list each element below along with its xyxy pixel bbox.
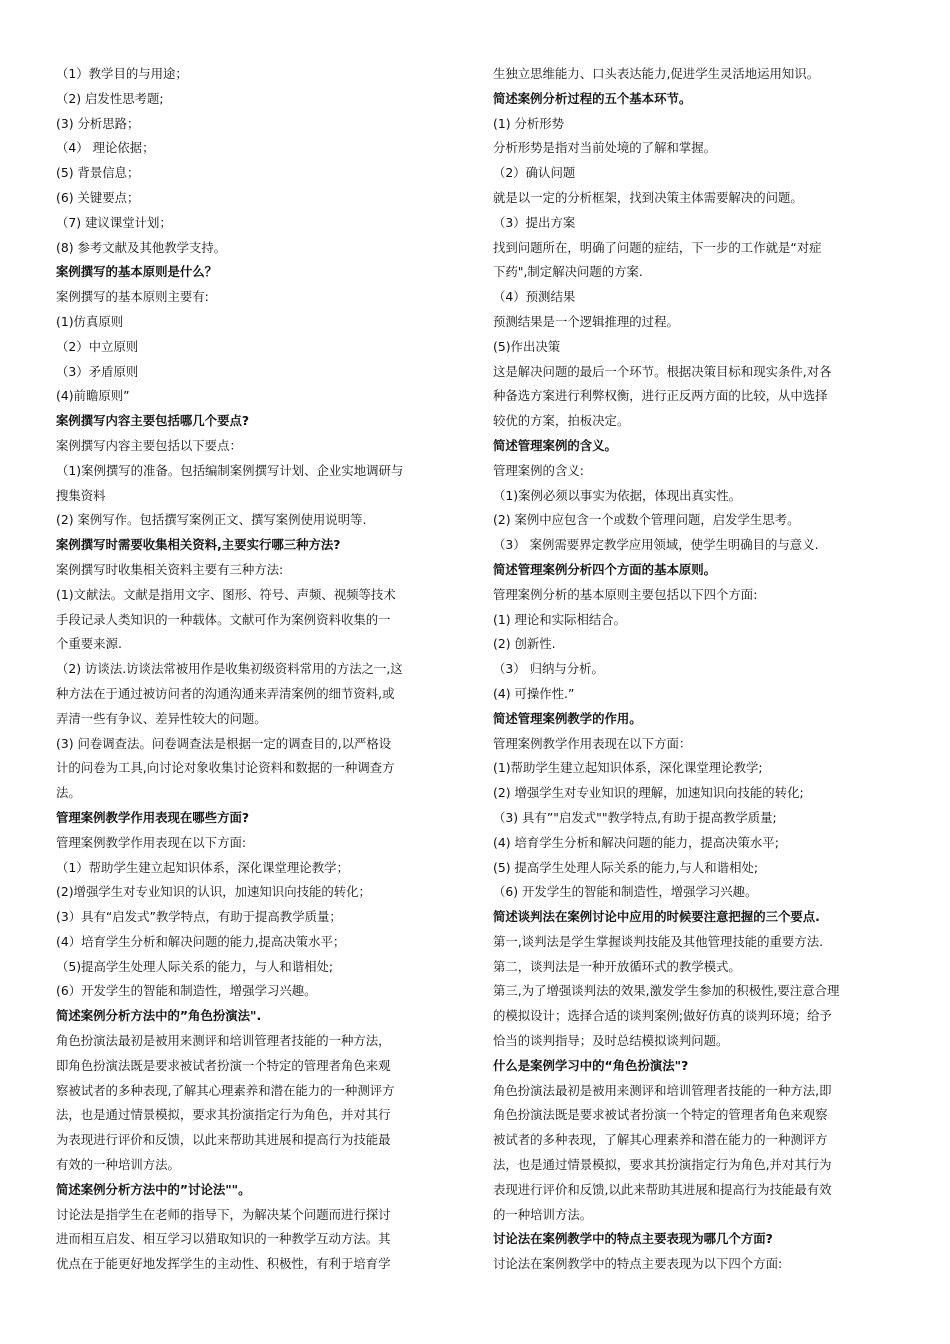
text-line: （4） 理论依据； — [56, 140, 155, 156]
text-line: (1)仿真原则 — [56, 313, 124, 329]
text-line: 表现进行评价和反馈,以此来帮助其进展和提高行为技能最有效 — [493, 1181, 832, 1197]
text-line: 角色扮演法最初是被用来测评和培训管理者技能的一种方法,即 — [493, 1082, 832, 1098]
question-heading: 案例撰写时需要收集相关资料,主要实行哪三种方法? — [56, 537, 341, 553]
text-line: （1)案例必须以事实为依据，体现出真实性。 — [493, 487, 742, 503]
text-line: 管理案例教学作用表现在以下方面: — [56, 834, 247, 850]
text-line: (6) 关键要点； — [56, 189, 140, 205]
text-line: (2) 增强学生对专业知识的理解，加速知识向技能的转化; — [493, 785, 804, 801]
text-line: (5) 背景信息； — [56, 165, 140, 181]
text-line: 有效的一种培训方法。 — [56, 1157, 180, 1173]
question-heading: 简述管理案例分析四个方面的基本原则。 — [493, 561, 717, 577]
text-line: 下药",制定解决问题的方案. — [493, 264, 643, 280]
text-line: 案例撰写的基本原则主要有: — [56, 289, 209, 305]
question-heading: 案例撰写内容主要包括哪几个要点? — [56, 413, 250, 429]
text-line: 生独立思维能力、口头表达能力,促进学生灵活地运用知识。 — [493, 66, 820, 81]
text-line: (4）培育学生分析和解决问题的能力,提高决策水平； — [56, 933, 346, 949]
text-line: （5)提高学生处理人际关系的能力，与人和谐相处; — [56, 958, 334, 974]
text-line: 这是解决问题的最后一个环节。根据决策目标和现实条件,对各 — [493, 363, 832, 379]
question-heading: 案例撰写的基本原则是什么？ — [56, 264, 218, 280]
text-line: 找到问题所在，明确了问题的症结，下一步的工作就是“对症 — [493, 239, 822, 255]
text-line: (3）具有“启发式”教学特点，有助于提高教学质量； — [56, 909, 342, 925]
text-line: 第二，谈判法是一种开放循环式的教学模式。 — [493, 958, 741, 974]
text-line: 案例撰写时收集相关资料主要有三种方法: — [56, 561, 284, 577]
text-line: (1)文献法。文献是指用文字、图形、符号、声频、视频等技术 — [56, 586, 396, 602]
question-heading: 简述谈判法在案例讨论中应用的时候要注意把握的三个要点. — [493, 909, 820, 925]
text-line: 的模拟设计；选择合适的谈判案例;做好仿真的谈判环境；给予 — [493, 1008, 832, 1024]
text-line: 角色扮演法既是要求被试者扮演一个特定的管理者角色来观察 — [493, 1107, 828, 1123]
text-line: 较优的方案，拍板决定。 — [493, 413, 630, 429]
question-heading: 讨论法在案例教学中的特点主要表现为哪几个方面? — [493, 1231, 773, 1247]
text-line: （3）提出方案 — [493, 214, 576, 230]
text-line: (4)前瞻原则” — [56, 388, 130, 404]
text-line: (3) 问卷调查法。问卷调查法是根据一定的调查目的,以严格设 — [56, 735, 392, 751]
text-line: 法。 — [56, 785, 81, 801]
text-line: 管理案例的含义: — [493, 462, 584, 478]
text-line: (1)帮助学生建立起知识体系，深化课堂理论教学; — [493, 760, 763, 776]
text-line: 的一种培训方法。 — [493, 1206, 593, 1222]
text-line: 为表现进行评价和反馈，以此来帮助其进展和提高行为技能最 — [56, 1132, 391, 1148]
text-line: （2) 启发性思考题; — [56, 90, 164, 106]
text-line: 手段记录人类知识的一种载体。文献可作为案例资料收集的一 — [56, 611, 391, 627]
text-line: 优点在于能更好地发挥学生的主动性、积极性，有利于培育学 — [56, 1256, 391, 1272]
text-line: 管理案例分析的基本原则主要包括以下四个方面: — [493, 586, 758, 602]
text-line: 恰当的谈判指导；及时总结模拟谈判问题。 — [493, 1033, 729, 1049]
question-heading: 管理案例教学作用表现在哪些方面? — [56, 809, 250, 825]
text-line: (2)增强学生对专业知识的认识，加速知识向技能的转化； — [56, 884, 371, 900]
question-heading: 简述案例分析方法中的”角色扮演法". — [56, 1008, 262, 1024]
text-line: (4) 可操作性.” — [493, 685, 575, 701]
question-heading: 简述管理案例教学的作用。 — [493, 710, 642, 726]
text-line: (3) 分析思路； — [56, 115, 140, 131]
text-line: （2）确认问题 — [493, 165, 576, 181]
text-line: (5) 提高学生处理人际关系的能力,与人和谐相处; — [493, 859, 759, 875]
question-heading: 什么是案例学习中的“角色扮演法"? — [493, 1057, 689, 1073]
text-line: 计的问卷为工具,向讨论对象收集讨论资料和数据的一种调查方 — [56, 760, 395, 776]
text-line: (8) 参考文献及其他教学支持。 — [56, 239, 227, 255]
text-line: (2) 案例中应包含一个或数个管理问题，启发学生思考。 — [493, 512, 800, 528]
text-line: 预测结果是一个逻辑推理的过程。 — [493, 313, 679, 329]
text-line: 种方法在于通过被访问者的沟通沟通来弄清案例的细节资料,或 — [56, 685, 395, 701]
text-line: (2) 案例写作。包括撰写案例正文、撰写案例使用说明等. — [56, 512, 367, 528]
text-line: （2) 访谈法.访谈法常被用作是收集初级资料常用的方法之一,这 — [56, 661, 403, 677]
text-line: （4）预测结果 — [493, 289, 576, 305]
text-line: 被试者的多种表现，了解其心理素养和潜在能力的一种测评方 — [493, 1132, 828, 1148]
text-line: (5)作出决策 — [493, 338, 561, 354]
text-line: 案例撰写内容主要包括以下要点： — [56, 437, 242, 453]
text-line: （7) 建议课堂计划； — [56, 214, 172, 230]
right-column — [493, 62, 897, 1344]
text-line: （1)案例撰写的准备。包括编制案例撰写计划、企业实地调研与 — [56, 462, 404, 478]
text-line: 讨论法在案例教学中的特点主要表现为以下四个方面: — [493, 1256, 783, 1272]
text-line: 进而相互启发、相互学习以猎取知识的一种教学互动方法。其 — [56, 1231, 391, 1247]
text-line: 法，也是通过情景模拟，要求其扮演指定行为角色,并对其行为 — [493, 1157, 832, 1173]
text-line: 第三,为了增强谈判法的效果,激发学生参加的积极性,要注意合理 — [493, 983, 840, 999]
question-heading: 简述管理案例的含义。 — [493, 437, 617, 453]
question-heading: 简述案例分析过程的五个基本环节。 — [493, 90, 692, 106]
text-line: （1）教学目的与用途； — [56, 66, 188, 81]
text-line: 种备选方案进行利弊权衡，进行正反两方面的比较，从中选择 — [493, 388, 828, 404]
text-line: 搜集资料 — [56, 487, 106, 503]
text-line: 第一,谈判法是学生掌握谈判技能及其他管理技能的重要方法. — [493, 933, 824, 949]
text-line: （6) 开发学生的智能和制造性，增强学习兴趣。 — [493, 884, 758, 900]
text-line: (6）开发学生的智能和制造性，增强学习兴趣。 — [56, 983, 317, 999]
text-line: （3） 案例需要界定教学应用领域，使学生明确目的与意义. — [493, 537, 819, 553]
text-line: 个重要来源. — [56, 636, 122, 652]
text-line: 察被试者的多种表现,了解其心理素养和潜在能力的一种测评方 — [56, 1082, 395, 1098]
text-line: (1) 分析形势 — [493, 115, 565, 131]
left-column — [56, 62, 460, 1344]
text-line: 弄清一些有争议、差异性较大的问题。 — [56, 710, 267, 726]
text-line: 就是以一定的分析框架，找到决策主体需要解决的问题。 — [493, 189, 803, 205]
text-line: 分析形势是指对当前处境的了解和掌握。 — [493, 140, 717, 156]
text-line: （2）中立原则 — [56, 338, 139, 354]
text-line: (4) 培育学生分析和解决问题的能力，提高决策水平; — [493, 834, 779, 850]
text-line: 管理案例教学作用表现在以下方面： — [493, 735, 692, 751]
text-line: (1) 理论和实际相结合。 — [493, 611, 627, 627]
text-line: （1）帮助学生建立起知识体系，深化课堂理论教学； — [56, 859, 349, 875]
text-line: 讨论法是指学生在老师的指导下，为解决某个问题而进行探讨 — [56, 1206, 391, 1222]
text-line: 法，也是通过情景模拟，要求其扮演指定行为角色，并对其行 — [56, 1107, 391, 1123]
text-line: (2) 创新性. — [493, 636, 556, 652]
text-line: 角色扮演法最初是被用来测评和培训管理者技能的一种方法， — [56, 1033, 391, 1049]
text-line: （3）矛盾原则 — [56, 363, 139, 379]
text-line: （3） 归纳与分析。 — [493, 661, 604, 677]
text-line: 即角色扮演法既是要求被试者扮演一个特定的管理者角色来观 — [56, 1057, 391, 1073]
question-heading: 简述案例分析方法中的”讨论法""。 — [56, 1181, 251, 1197]
text-line: （3) 具有”"启发式""教学特点,有助于提高教学质量; — [493, 809, 777, 825]
